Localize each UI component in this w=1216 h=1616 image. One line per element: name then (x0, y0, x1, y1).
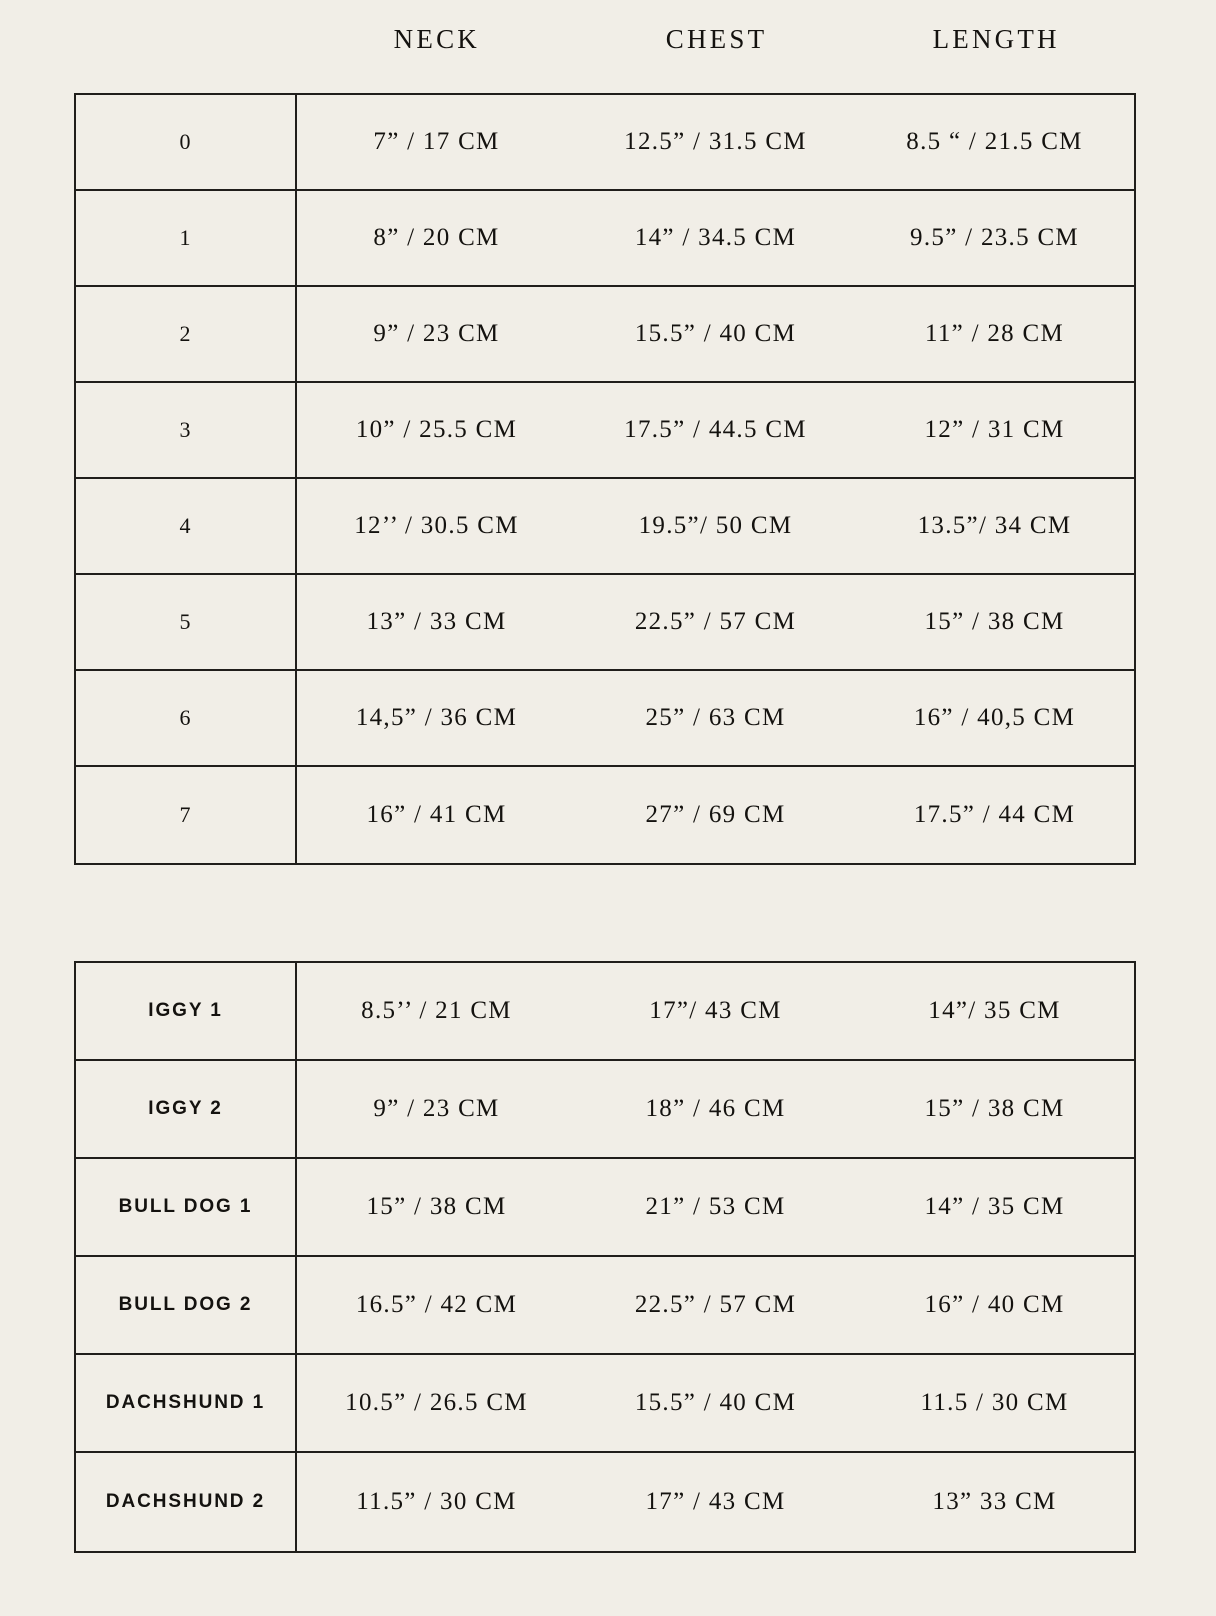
cell-neck: 10.5” / 26.5 CM (345, 1389, 528, 1416)
row-breed-label (76, 1355, 297, 1451)
size-value: 6 (179, 705, 192, 730)
table-row (76, 287, 1134, 383)
cell-chest: 21” / 53 CM (645, 1193, 786, 1220)
cell-length: 15” / 38 CM (924, 608, 1065, 635)
cell-neck: 13” / 33 CM (366, 608, 507, 635)
cell-neck: 9” / 23 CM (373, 1095, 500, 1122)
size-value: 7 (179, 802, 192, 827)
cell-chest: 17”/ 43 CM (649, 997, 782, 1024)
cell-length: 9.5” / 23.5 CM (910, 224, 1079, 251)
cell-neck: 12’’ / 30.5 CM (354, 512, 519, 539)
table-row (76, 767, 1134, 863)
cell-neck: 10” / 25.5 CM (355, 416, 518, 443)
cell-neck: 7” / 17 CM (373, 128, 500, 155)
cell-neck: 15” / 38 CM (366, 1193, 507, 1220)
cell-chest: 15.5” / 40 CM (634, 1389, 797, 1416)
size-value: 0 (179, 129, 192, 154)
breed-value: IGGY 1 (148, 1000, 223, 1021)
cell-length: 13” 33 CM (932, 1488, 1057, 1515)
size-value: 2 (179, 321, 192, 346)
cell-neck: 16.5” / 42 CM (355, 1291, 518, 1318)
cell-chest: 17.5” / 44.5 CM (624, 416, 807, 443)
row-breed-label (76, 1453, 297, 1551)
breed-value: DACHSHUND 1 (105, 1392, 266, 1413)
cell-chest: 19.5”/ 50 CM (638, 512, 793, 539)
table-row (76, 1061, 1134, 1159)
table-row (76, 479, 1134, 575)
breed-value: IGGY 2 (148, 1098, 223, 1119)
cell-chest: 17” / 43 CM (645, 1488, 786, 1515)
row-breed-label (76, 963, 297, 1059)
table-row (76, 95, 1134, 191)
row-size-label (76, 479, 297, 573)
cell-neck: 11.5” / 30 CM (356, 1488, 517, 1515)
size-value: 1 (179, 225, 192, 250)
cell-chest: 15.5” / 40 CM (634, 320, 797, 347)
cell-length: 17.5” / 44 CM (913, 801, 1076, 828)
size-value: 3 (179, 417, 192, 442)
table-row (76, 1453, 1134, 1551)
row-size-label (76, 767, 297, 863)
table-row (76, 1159, 1134, 1257)
cell-length: 16” / 40,5 CM (913, 704, 1076, 731)
cell-chest: 22.5” / 57 CM (634, 1291, 797, 1318)
column-header-neck: NECK (393, 23, 480, 54)
table-row (76, 1257, 1134, 1355)
row-size-label (76, 383, 297, 477)
cell-chest: 25” / 63 CM (645, 704, 786, 731)
cell-length: 11.5 / 30 CM (920, 1389, 1069, 1416)
cell-neck: 9” / 23 CM (373, 320, 500, 347)
table-row (76, 575, 1134, 671)
cell-length: 14”/ 35 CM (928, 997, 1061, 1024)
row-breed-label (76, 1257, 297, 1353)
cell-length: 14” / 35 CM (924, 1193, 1065, 1220)
table-row (76, 963, 1134, 1061)
cell-chest: 18” / 46 CM (645, 1095, 786, 1122)
column-header-chest: CHEST (665, 23, 768, 54)
row-size-label (76, 191, 297, 285)
cell-length: 15” / 38 CM (924, 1095, 1065, 1122)
cell-chest: 27” / 69 CM (645, 801, 786, 828)
table-row (76, 383, 1134, 479)
size-value: 5 (179, 609, 192, 634)
cell-neck: 14,5” / 36 CM (355, 704, 518, 731)
row-breed-label (76, 1061, 297, 1157)
breed-value: DACHSHUND 2 (105, 1491, 266, 1512)
cell-length: 13.5”/ 34 CM (917, 512, 1072, 539)
cell-neck: 8.5’’ / 21 CM (361, 997, 512, 1024)
size-value: 4 (179, 513, 192, 538)
breed-value: BULL DOG 2 (118, 1294, 253, 1315)
cell-length: 16” / 40 CM (924, 1291, 1065, 1318)
row-size-label (76, 575, 297, 669)
table-row (76, 1355, 1134, 1453)
row-size-label (76, 95, 297, 189)
standard-size-table (74, 93, 1136, 865)
cell-neck: 16” / 41 CM (366, 801, 507, 828)
cell-neck: 8” / 20 CM (373, 224, 500, 251)
table-row (76, 671, 1134, 767)
cell-length: 11” / 28 CM (924, 320, 1065, 347)
column-header-row (297, 18, 1136, 60)
breed-size-table (74, 961, 1136, 1553)
cell-chest: 12.5” / 31.5 CM (624, 128, 807, 155)
table-row (76, 191, 1134, 287)
row-size-label (76, 287, 297, 381)
cell-length: 12” / 31 CM (924, 416, 1065, 443)
cell-chest: 22.5” / 57 CM (634, 608, 797, 635)
row-size-label (76, 671, 297, 765)
breed-value: BULL DOG 1 (118, 1196, 253, 1217)
row-breed-label (76, 1159, 297, 1255)
cell-chest: 14” / 34.5 CM (634, 224, 797, 251)
cell-length: 8.5 “ / 21.5 CM (906, 128, 1083, 155)
column-header-length: LENGTH (932, 23, 1060, 54)
